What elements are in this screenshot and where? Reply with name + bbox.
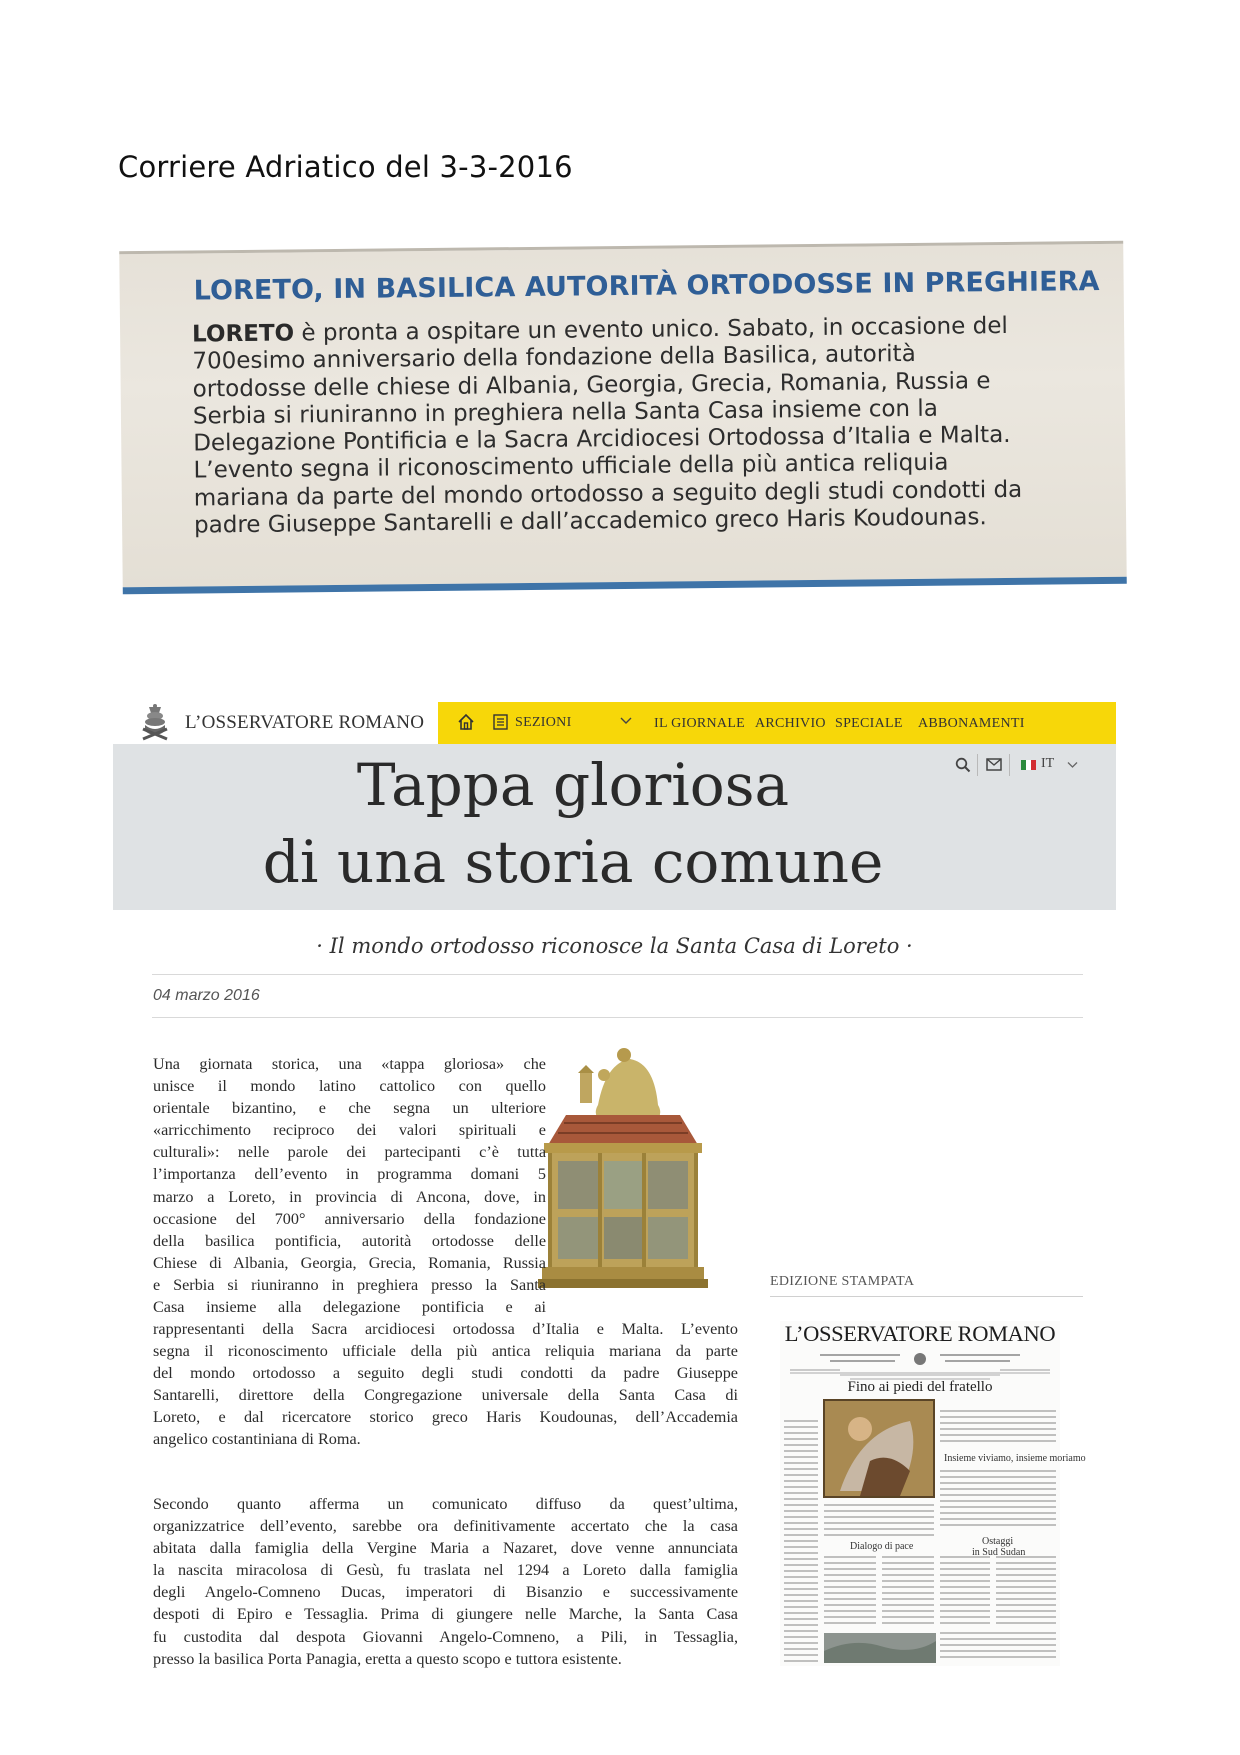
brand-link[interactable]: [113, 702, 438, 745]
clipping-line: L’evento segna il riconoscimento ufficiale della più antica reliquia: [193, 450, 949, 484]
text-line: della basilica pontificia, autorità ortodosse delle: [153, 1231, 546, 1250]
language-selector[interactable]: IT: [1041, 756, 1055, 771]
text-line: abitata dalla famiglia della Vergine Maria a Nazaret, dove venne annunciata: [153, 1539, 738, 1558]
article-paragraph-2: [153, 1493, 738, 1670]
article-title-line: Tappa gloriosa: [356, 751, 790, 819]
search-icon[interactable]: [955, 757, 971, 773]
article-body: [130, 910, 1099, 1670]
website-screenshot: [113, 702, 1116, 1668]
text-line: la nascita miracolosa di Gesù, fu traslata nel 1294 a Loreto dalla famiglia: [153, 1561, 738, 1580]
printed-page-layout: [780, 1371, 1060, 1666]
chevron-down-icon[interactable]: [1067, 761, 1078, 769]
text-line: angelico costantiniana di Roma.: [153, 1430, 361, 1449]
text-line: occasione del 700° anniversario della fondazione: [153, 1209, 546, 1228]
text-line: organizzatrice dell’evento, sarebbe ora definitivamente accertato che la casa: [153, 1517, 738, 1536]
text-line: del mondo ortodosso a seguito degli studi condotti da padre Giuseppe: [153, 1364, 738, 1383]
text-line: marzo a Loreto, in provincia di Ancona, dove, in: [153, 1187, 546, 1206]
divider: [152, 1017, 1083, 1018]
clipping-line: 700esimo anniversario della fondazione della Basilica, autorità: [192, 341, 916, 375]
text-line: «arricchimento reciproco dei valori spirituali e: [153, 1121, 546, 1140]
clipping-line: è pronta a ospitare un evento unico. Sabato, in occasione del: [294, 312, 1008, 347]
printed-subhead: in Sud Sudan: [972, 1547, 1026, 1558]
text-line: fu custodita dal despota Giovanni Angelo-Comneno, a Pili, in Tessaglia,: [153, 1627, 738, 1646]
chevron-down-icon[interactable]: [620, 716, 632, 726]
nav-link-il-giornale[interactable]: IL GIORNALE: [654, 716, 746, 731]
mail-icon[interactable]: [986, 758, 1002, 771]
text-line: segna il riconoscimento ufficiale della più antica reliquia mariana da parte: [153, 1342, 738, 1361]
text-line: unisce il mondo latino cattolico con quello: [153, 1077, 546, 1096]
clipping-lead-word: LORETO: [191, 320, 295, 348]
text-line: degli Angelo-Comneno Ducas, imperatori di Bisanzio e successivamente: [153, 1583, 738, 1602]
text-line: Una giornata storica, una «tappa gloriosa» che: [153, 1055, 546, 1073]
clipping-line: mariana da parte del mondo ortodosso a seguito degli studi condotti da: [193, 476, 1023, 512]
page-caption: Corriere Adriatico del 3-3-2016: [118, 150, 573, 184]
clipping-line: padre Giuseppe Santarelli e dall’accademico greco Haris Koudounas.: [193, 504, 987, 539]
clipping-line: Serbia si riuniranno in preghiera nella Santa Casa insieme con la: [192, 395, 938, 430]
text-line: culturali»: nelle parole dei partecipanti c’è tutta: [153, 1143, 546, 1162]
home-icon[interactable]: [457, 713, 475, 731]
article-title: [113, 747, 1033, 901]
nav-link-abbonamenti[interactable]: ABBONAMENTI: [918, 716, 1025, 731]
article-title-line: di una storia comune: [262, 828, 884, 896]
text-line: e Serbia si riuniranno in preghiera presso la Santa: [153, 1275, 546, 1294]
text-line: Casa insieme alla delegazione pontificia e ai: [153, 1298, 546, 1317]
printed-masthead: L’OSSERVATORE ROMANO: [784, 1321, 1056, 1346]
text-line: presso la basilica Porta Panagia, eretta a questo scopo e tuttora esistente.: [153, 1649, 622, 1668]
text-line: Chiese di Albania, Georgia, Grecia, Romania, Russia: [153, 1253, 546, 1272]
clipping-line: Delegazione Pontificia e la Sacra Arcidiocesi Ortodossa d’Italia e Malta.: [193, 422, 1011, 457]
clipping-title: LORETO, IN BASILICA AUTORITÀ ORTODOSSE IN PREGHIERA: [193, 266, 1100, 307]
main-nav: [438, 702, 1116, 744]
article-header: [113, 744, 1116, 910]
header-tools: [955, 754, 1105, 776]
nav-link-speciale[interactable]: SPECIALE: [835, 716, 903, 731]
printed-headline: Fino ai piedi del fratello: [847, 1379, 993, 1395]
text-line: despoti di Epiro e Tessaglia. Prima di giungere nelle Marche, la Santa Casa: [153, 1605, 738, 1624]
navbar: [113, 702, 1116, 744]
divider: [152, 974, 1083, 975]
clipping-body: [192, 312, 1074, 540]
printed-edition-thumbnail[interactable]: [780, 1321, 1086, 1666]
divider: [977, 754, 978, 776]
article-paragraph-1b: [153, 1318, 738, 1451]
text-line: orientale bizantino, e che segna un ulteriore: [153, 1099, 546, 1118]
santa-casa-image: [536, 1045, 710, 1290]
text-line: Secondo quanto afferma un comunicato diffuso da quest’ultima,: [153, 1495, 738, 1513]
printed-edition-label: EDIZIONE STAMPATA: [770, 1274, 915, 1289]
nav-link-archivio[interactable]: ARCHIVIO: [755, 716, 826, 731]
sections-icon: [493, 714, 508, 730]
text-line: rappresentanti della Sacra arcidiocesi ortodossa d’Italia e Malta. L’evento: [153, 1320, 738, 1338]
sections-menu[interactable]: SEZIONI: [515, 715, 572, 730]
divider: [770, 1296, 1083, 1297]
divider: [1009, 754, 1010, 776]
papal-crest-icon: [135, 703, 175, 743]
article-paragraph-1a: [153, 1053, 546, 1318]
printed-subhead: Dialogo di pace: [850, 1541, 914, 1552]
article-date: 04 marzo 2016: [153, 987, 260, 1004]
article-subtitle: · Il mondo ortodosso riconosce la Santa Casa di Loreto ·: [316, 934, 913, 958]
italian-flag-icon: [1021, 760, 1036, 770]
printed-subhead: Ostaggi: [982, 1536, 1014, 1547]
newspaper-clipping: [119, 241, 1127, 594]
clipping-line: ortodosse delle chiese di Albania, Georgia, Grecia, Romania, Russia e: [192, 367, 991, 403]
text-line: Loreto, e dal ricercatore storico greco Haris Koudounas, dell’Accademia: [153, 1408, 738, 1427]
printed-subhead: Insieme viviamo, insieme moriamo: [944, 1453, 1086, 1464]
brand-name: L’OSSERVATORE ROMANO: [185, 712, 425, 733]
text-line: l’importanza dell’evento in programma domani 5: [153, 1165, 546, 1184]
text-line: Santarelli, direttore della Congregazione universale della Santa Casa di: [153, 1386, 738, 1405]
